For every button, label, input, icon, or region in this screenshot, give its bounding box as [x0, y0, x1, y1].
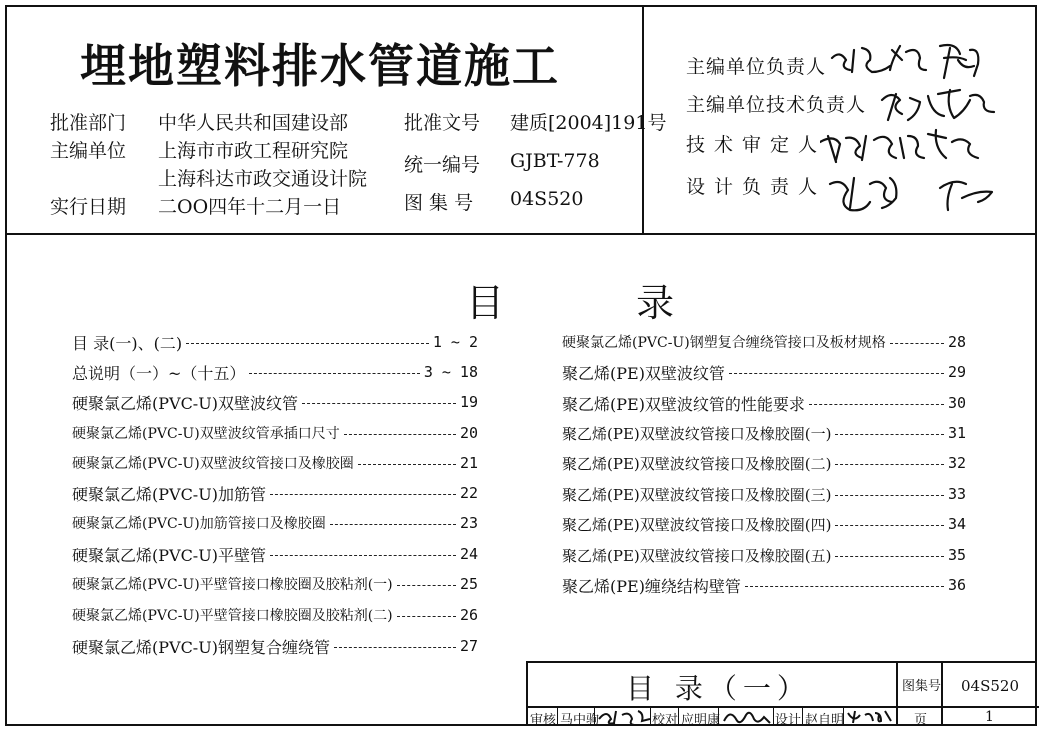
signatory-role-3: 技术审定人 [686, 134, 827, 156]
design-label: 设计 [775, 713, 802, 728]
effective-date-value: 二OO四年十二月一日 [158, 196, 342, 218]
toc-entry-page: 19 [459, 393, 478, 411]
chief-editor-unit-value-1: 上海市市政工程研究院 [158, 140, 349, 162]
divider [896, 663, 898, 726]
checker-signature [720, 707, 772, 725]
designer-signature [845, 707, 895, 725]
toc-entry-text: 硬聚氯乙烯(PVC-U)双壁波纹管接口及橡胶圈 [72, 456, 354, 472]
toc-entry-page: 20 [459, 424, 478, 442]
chief-editor-unit-label: 主编单位 [50, 140, 127, 162]
toc-entry-text: 硬聚氯乙烯(PVC-U)钢塑复合缠绕管 [72, 637, 330, 657]
toc-entry-page: 3 ~ 18 [423, 363, 478, 381]
page-no: 1 [985, 709, 994, 725]
toc-entry[interactable] [562, 421, 966, 445]
toc-entry-text: 硬聚氯乙烯(PVC-U)平壁管接口橡胶圈及胶粘剂(一) [72, 577, 393, 593]
toc-entry[interactable] [562, 512, 966, 536]
toc-entry-page: 25 [459, 575, 478, 593]
chief-editor-unit-value-2: 上海科达市政交通设计院 [158, 168, 368, 190]
toc-entry-page: 33 [947, 485, 966, 503]
page-label: 页 [914, 713, 928, 728]
toc-entry-page: 29 [947, 363, 966, 381]
header-divider-horizontal [5, 233, 1037, 235]
toc-entry[interactable] [562, 330, 966, 354]
toc-entry-text: 硬聚氯乙烯(PVC-U)平壁管 [72, 545, 266, 565]
atlas-no-label-tb: 图集号 [902, 679, 942, 694]
leader-dashes [835, 556, 943, 557]
toc-entry-text: 硬聚氯乙烯(PVC-U)平壁管接口橡胶圈及胶粘剂(二) [72, 608, 393, 624]
divider [802, 706, 803, 726]
toc-entry[interactable] [72, 481, 478, 505]
check-label: 校对 [652, 713, 679, 728]
toc-entry-text: 聚乙烯(PE)双壁波纹管的性能要求 [562, 394, 805, 414]
toc-entry-text: 硬聚氯乙烯(PVC-U)双壁波纹管 [72, 393, 298, 413]
toc-entry-text: 聚乙烯(PE)双壁波纹管接口及橡胶圈(二) [562, 454, 832, 473]
toc-entry-text: 硬聚氯乙烯(PVC-U)钢塑复合缠绕管接口及板材规格 [562, 335, 886, 351]
approval-dept-label: 批准部门 [50, 112, 127, 134]
atlas-no-label: 图 集 号 [404, 192, 474, 214]
signatory-role-2: 主编单位技术负责人 [686, 94, 867, 116]
leader-dashes [397, 585, 456, 586]
toc-entry[interactable] [72, 421, 478, 445]
signatory-role-4: 设计负责人 [686, 176, 827, 198]
toc-entry-page: 26 [459, 606, 478, 624]
toc-entry-text: 硬聚氯乙烯(PVC-U)加筋管 [72, 484, 266, 504]
approval-dept-value: 中华人民共和国建设部 [158, 112, 349, 134]
effective-date-label: 实行日期 [50, 196, 127, 218]
toc-title: 目 录 [466, 281, 735, 325]
leader-dashes [745, 586, 944, 587]
toc-entry-text: 硬聚氯乙烯(PVC-U)加筋管接口及橡胶圈 [72, 516, 326, 532]
reviewer-signature [596, 707, 650, 725]
leader-dashes [270, 555, 456, 556]
toc-entry[interactable] [72, 603, 478, 627]
leader-dashes [330, 524, 456, 525]
reviewer-name: 马中驹 [560, 713, 600, 728]
atlas-title: 埋地塑料排水管道施工 [80, 39, 560, 93]
toc-entry-page: 30 [947, 394, 966, 412]
toc-entry[interactable] [562, 543, 966, 567]
title-block [526, 661, 1037, 726]
toc-entry-page: 34 [947, 515, 966, 533]
toc-entry-text: 聚乙烯(PE)双壁波纹管接口及橡胶圈(三) [562, 485, 832, 504]
atlas-no-tb: 04S520 [961, 677, 1019, 695]
toc-entry[interactable] [562, 573, 966, 597]
leader-dashes [270, 494, 456, 495]
leader-dashes [344, 434, 456, 435]
leader-dashes [334, 647, 456, 648]
toc-entry-text: 目 录(一)、(二) [72, 333, 183, 353]
toc-entry-page: 27 [459, 637, 478, 655]
approval-doc-label: 批准文号 [404, 112, 481, 134]
toc-entry-page: 28 [947, 333, 966, 351]
toc-entry-page: 35 [947, 546, 966, 564]
leader-dashes [835, 464, 943, 465]
toc-entry[interactable] [72, 572, 478, 596]
toc-entry[interactable] [72, 511, 478, 535]
toc-entry-page: 32 [947, 454, 966, 472]
leader-dashes [890, 343, 944, 344]
leader-dashes [186, 343, 429, 344]
approval-doc-value: 建质[2004]191号 [510, 112, 667, 134]
toc-entry-text: 聚乙烯(PE)双壁波纹管 [562, 363, 725, 383]
leader-dashes [835, 495, 943, 496]
divider [773, 706, 774, 726]
toc-entry[interactable] [72, 634, 478, 658]
divider [650, 706, 651, 726]
toc-entry[interactable] [72, 542, 478, 566]
signatory-role-1: 主编单位负责人 [686, 56, 827, 78]
toc-entry-page: 21 [459, 454, 478, 472]
toc-entry[interactable] [72, 451, 478, 475]
toc-entry[interactable] [72, 390, 478, 414]
leader-dashes [302, 403, 456, 404]
leader-dashes [835, 434, 943, 435]
toc-entry-text: 聚乙烯(PE)缠绕结构壁管 [562, 576, 741, 596]
divider [678, 706, 679, 726]
toc-entry[interactable] [562, 451, 966, 475]
designer-name: 赵自明 [805, 713, 845, 728]
toc-entry-text: 聚乙烯(PE)双壁波纹管接口及橡胶圈(四) [562, 515, 832, 534]
drawing-title: 目 录（一） [626, 672, 811, 705]
toc-entry-page: 24 [459, 545, 478, 563]
toc-entry[interactable] [562, 360, 966, 384]
divider [941, 663, 943, 726]
leader-dashes [249, 373, 419, 374]
atlas-no-value: 04S520 [510, 188, 584, 210]
unified-code-value: GJBT-778 [510, 150, 600, 172]
divider [557, 706, 558, 726]
unified-code-label: 统一编号 [404, 154, 481, 176]
leader-dashes [358, 464, 456, 465]
toc-entry-page: 36 [947, 576, 966, 594]
leader-dashes [809, 404, 944, 405]
toc-entry-text: 聚乙烯(PE)双壁波纹管接口及橡胶圈(一) [562, 424, 832, 443]
toc-entry-page: 31 [947, 424, 966, 442]
toc-entry-text: 总说明（一）~（十五） [72, 363, 246, 383]
toc-entry[interactable] [72, 330, 478, 354]
toc-entry-text: 硬聚氯乙烯(PVC-U)双壁波纹管承插口尺寸 [72, 426, 340, 442]
review-label: 审核 [530, 713, 557, 728]
leader-dashes [397, 616, 456, 617]
toc-entry[interactable] [562, 482, 966, 506]
toc-entry-page: 23 [459, 514, 478, 532]
handwritten-signatures [820, 38, 1030, 218]
toc-entry[interactable] [72, 360, 478, 384]
toc-entry[interactable] [562, 391, 966, 415]
toc-entry-page: 1 ~ 2 [432, 333, 478, 351]
leader-dashes [729, 373, 944, 374]
checker-name: 应明康 [681, 713, 721, 728]
leader-dashes [835, 525, 943, 526]
toc-entry-text: 聚乙烯(PE)双壁波纹管接口及橡胶圈(五) [562, 546, 832, 565]
toc-entry-page: 22 [459, 484, 478, 502]
